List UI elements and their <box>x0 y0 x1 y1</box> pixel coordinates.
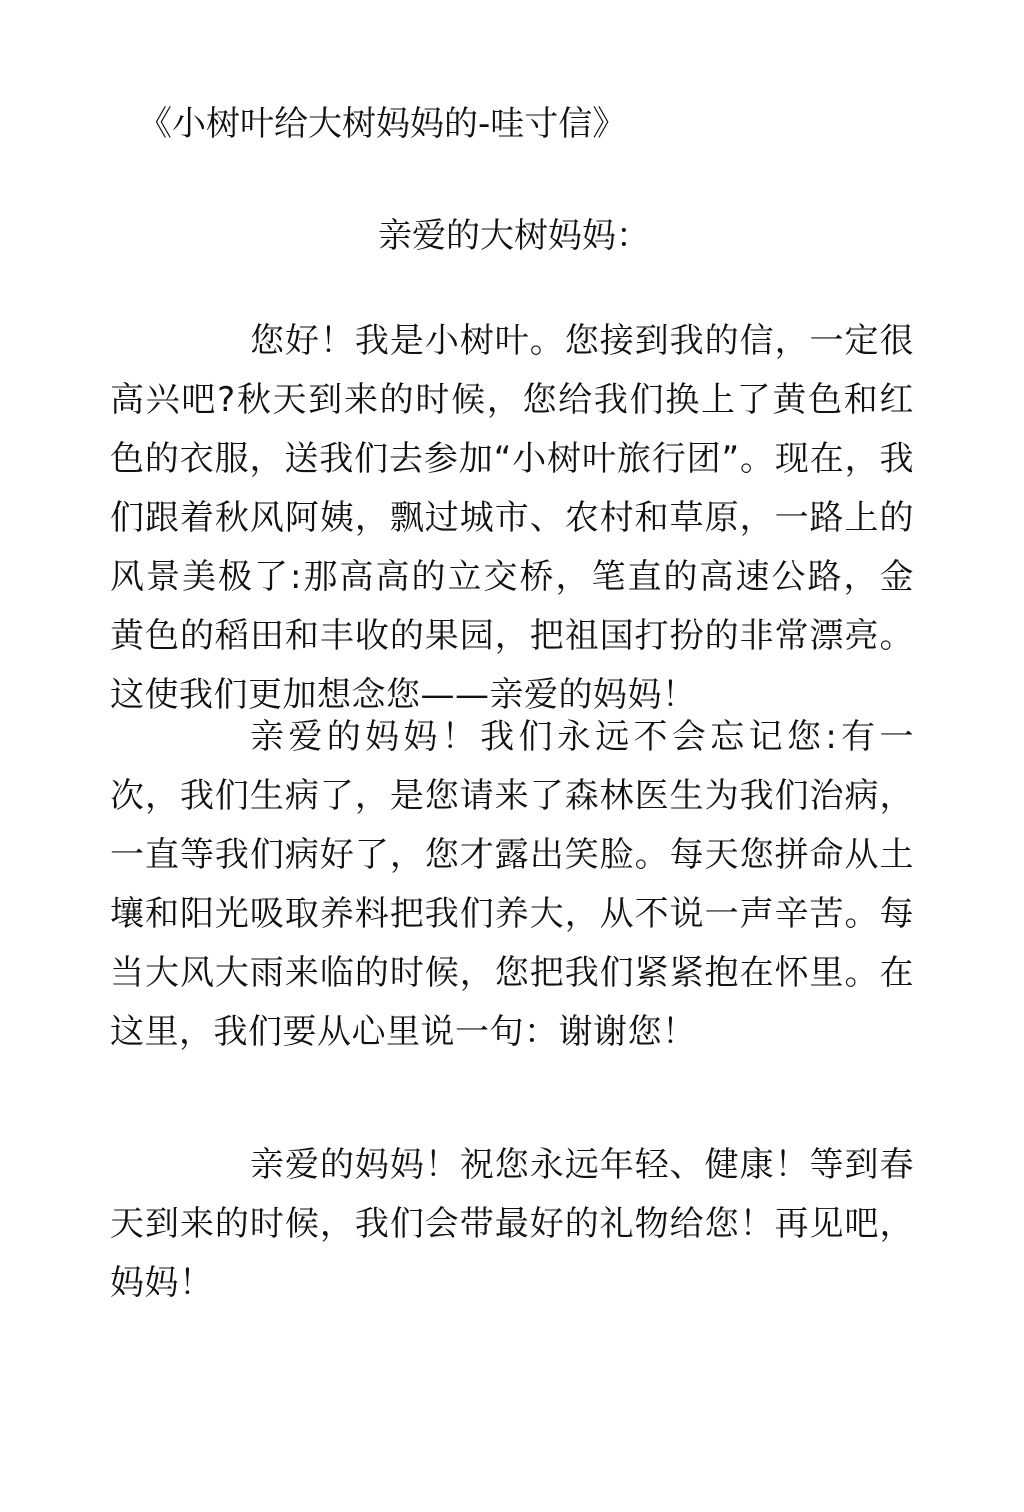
letter-title: 《小树叶给大树妈妈的-哇寸信》 <box>138 104 627 144</box>
body-paragraph-1: 您好！我是小树叶。您接到我的信，一定很高兴吧?秋天到来的时候，您给我们换上了黄色和红色的衣服，送我们去参加“小树叶旅行团”。现在，我们跟着秋风阿姨，飘过城市、农村和草原，一路上的风景美极了:那高高的立交桥，笔直的高速公路，金黄色的稻田和丰收的果园，把祖国打扮的非常漂亮。这使我们更加想念您——亲爱的妈妈！ <box>110 321 914 715</box>
letter-salutation: 亲爱的大树妈妈： <box>378 216 650 256</box>
body-paragraph-3: 亲爱的妈妈！祝您永远年轻、健康！等到春天到来的时候，我们会带最好的礼物给您！再见吧，妈妈！ <box>110 1145 914 1303</box>
body-paragraph-2: 亲爱的妈妈！我们永远不会忘记您:有一次，我们生病了，是您请来了森林医生为我们治病，一直等我们病好了，您才露出笑脸。每天您拼命从土壤和阳光吸取养料把我们养大，从不说一声辛苦。每当大风大雨来临的时候，您把我们紧紧抱在怀里。在这里，我们要从心里说一句：谢谢您！ <box>110 717 914 1052</box>
